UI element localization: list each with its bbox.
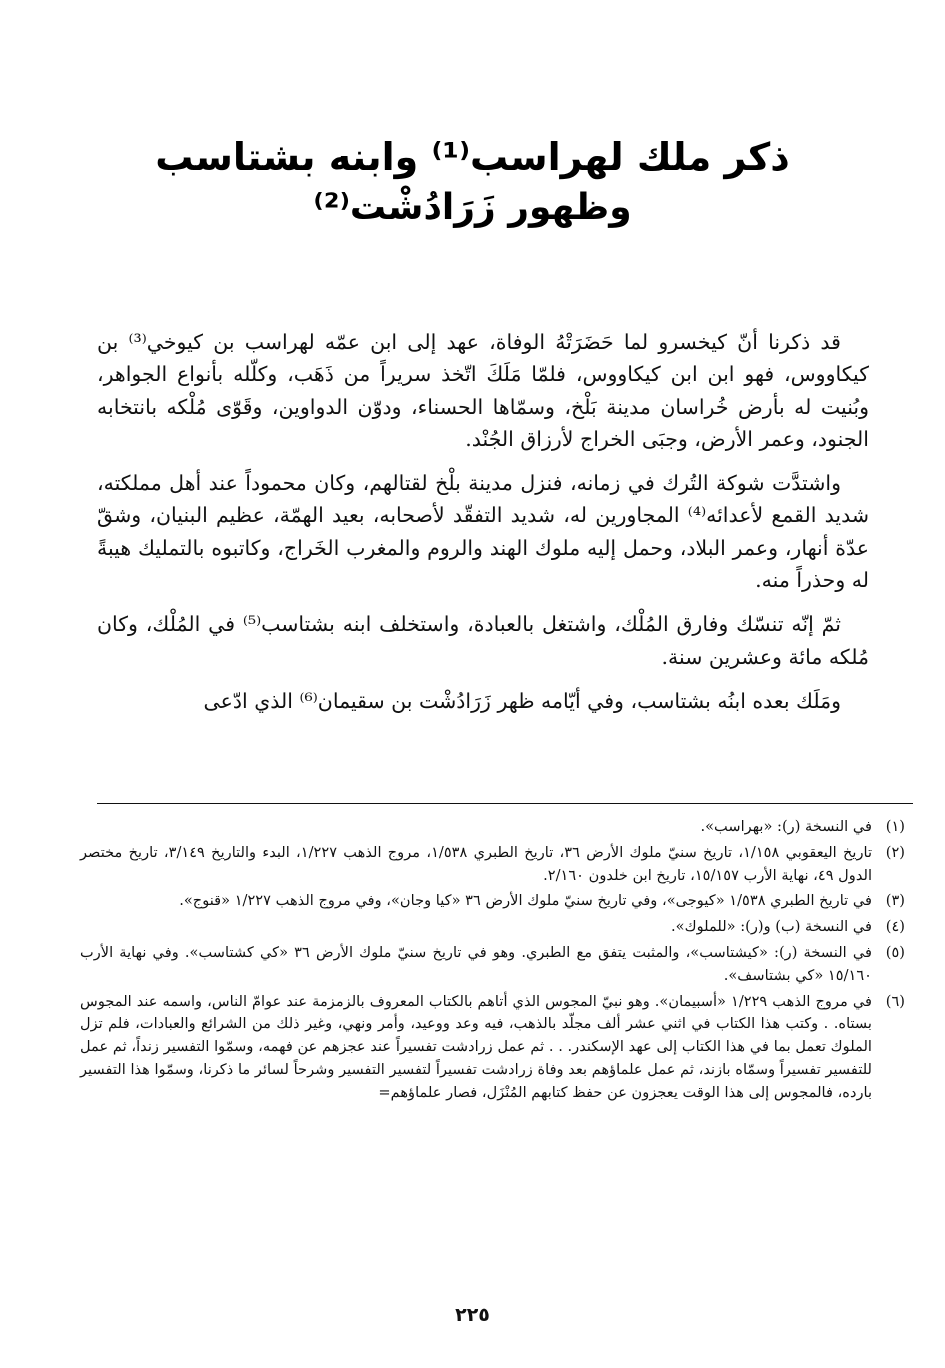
footnote-text: في النسخة (ر): «بهراسب». — [700, 818, 872, 835]
paragraph-2: واشتدَّت شوكة التُرك في زمانه، فنزل مدينة بلْخ لقتالهم، وكان محموداً عند أهل مملكته، شديد القمع لأعدائه⁽⁴⁾ المجاورين له، شديد التفقّد لأصحابه، بعيد الهمّة، عظيم البنيان، وشقّ عدّة أنهار، وعمر البلاد، وحمل إليه ملوك الهند والروم والمغرب الخَراج، وكاتبوه بالتمليك هيبةً له وحذراً منه. — [97, 471, 870, 593]
footnote-number: (٤) — [885, 918, 905, 936]
footnote-5 — [80, 942, 905, 988]
footnote-number: (٥) — [885, 943, 905, 961]
chapter-title-line-2: وظهور زَرَادُشْت⁽²⁾ — [313, 187, 632, 228]
footnote-2 — [80, 842, 905, 888]
footnote-text: في النسخة (ب) و(ر): «للملوك». — [671, 918, 872, 936]
footnote-number: (١) — [885, 818, 905, 835]
footnote-divider — [97, 803, 913, 804]
footnote-6 — [80, 991, 905, 1105]
paragraph-1: قد ذكرنا أنّ كيخسرو لما حَضَرَتْهُ الوفاة، عهد إلى ابن عمّه لهراسب بن كيوخي⁽³⁾ بن كيكاووس، فهو ابن ابن كيكاووس، فلمّا مَلَكَ اتّخذ سريراً من ذَهَب، وكلّله بأنواع الجواهر، وبُنيت له بأرض خُراسان مدينة بَلْخ، وسمّاها الحسناء، ودوّن الدواوين، وقَوّى مُلْكه بانتخابه الجنود، وعمر الأرض، وجبَى الخراج لأرزاق الجُنْد. — [97, 330, 869, 451]
footnote-text: تاريخ اليعقوبي ١/١٥٨، تاريخ سنيّ ملوك الأرض ٣٦، تاريخ الطبري ١/٥٣٨، مروج الذهب ١/٢٢٧، البدء والتاريخ ٣/١٤٩، تاريخ مختصر الدول ٤٩، نهاية الأرب ١٥/١٥٧، تاريخ ابن خلدون ٢/١٦٠. — [80, 843, 873, 884]
footnote-text: في تاريخ الطبري ١/٥٣٨ «كيوجى»، وفي تاريخ سنيّ ملوك الأرض ٣٦ «كيا وجان»، وفي مروج الذهب ١/٢٢٧ «قنوج». — [179, 892, 872, 910]
footnote-text: في النسخة (ر): «كيشتاسب»، والمثبت يتفق مع الطبري. وهو في تاريخ سنيّ ملوك الأرض ٣٦ «كي كشتاسب». وفي نهاية الأرب ١٥/١٦٠ «كي بشتاسف». — [80, 943, 872, 984]
footnote-number: (٢) — [885, 843, 905, 861]
chapter-title-line-1: ذكر ملك لهراسب⁽¹⁾ وابنه بشتاسب — [155, 135, 790, 179]
footnote-number: (٦) — [885, 992, 905, 1010]
footnote-3 — [80, 890, 905, 913]
footnote-4 — [80, 916, 905, 939]
footnote-number: (٣) — [885, 892, 905, 910]
paragraph-4: ومَلَك بعده ابنُه بشتاسب، وفي أيّامه ظهر زَرَادُشْت بن سقيمان⁽⁶⁾ الذي ادّعى — [203, 688, 841, 713]
footnote-1 — [80, 816, 905, 839]
footnotes-list — [80, 816, 905, 1108]
page-number: ٢٢٥ — [455, 1304, 490, 1326]
main-text — [97, 326, 869, 717]
footnote-text: في مروج الذهب ١/٢٢٩ «أسبيمان». وهو نبيّ المجوس الذي أتاهم بالكتاب المعروف بالزمزمة عند عوامّ الناس، واسمه عند المجوس بستاه. . وكتب هذا الكتاب في اثني عشر ألف مجلّد بالذهب، فيه وعد ووعيد، وأمر ونهي، وغير ذلك من الشرائع والعبادات، فلم تزل الملوك تعمل بما في هذا الكتاب إلى عهد الإسكندر. . . ثم عمل زرادشت تفسيراً عند عجزهم عن فهمه، وسمّوا التفسير زنداً، ثم عمل للتفسير تفسيراً وسمّاه بازند، ثم عمل علماؤهم بعد وفاة زرادشت تفسيراً لتفسير التفسير وشرحاً لسائر ما ذكرنا، وسمّوا هذا التفسير بارده، فالمجوس إلى هذا الوقت يعجزون عن حفظ كتابهم المُنْزَل، فصار علماؤهم= — [80, 992, 872, 1101]
paragraph-3: ثمّ إنّه تنسّك وفارق المُلْك، واشتغل بالعبادة، واستخلف ابنه بشتاسب⁽⁵⁾ في المُلْك، وكان مُلكه مائة وعشرين سنة. — [97, 612, 869, 669]
